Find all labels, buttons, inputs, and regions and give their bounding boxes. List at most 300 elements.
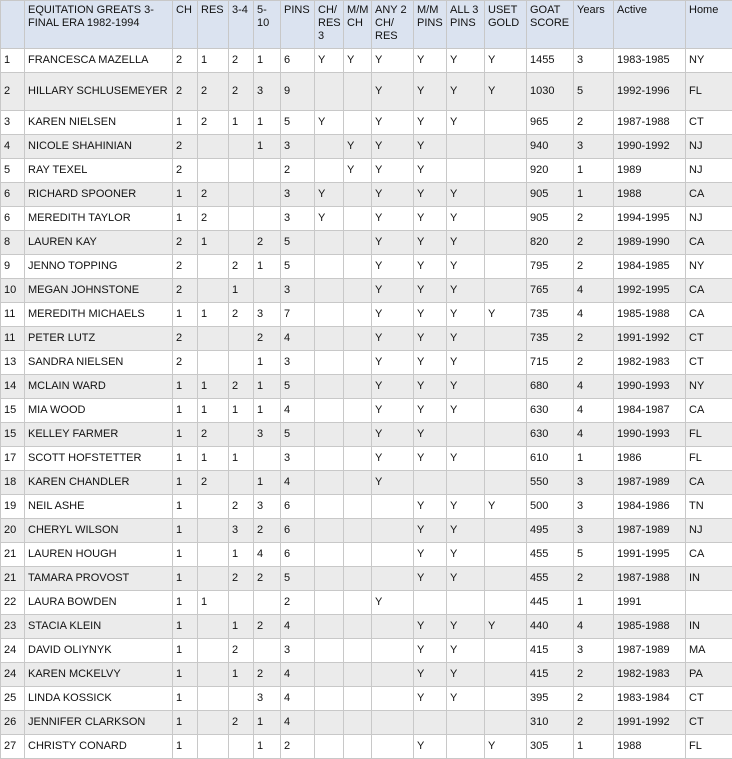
table-cell: 5 (281, 375, 315, 399)
column-header: Home (686, 1, 732, 49)
table-cell: CT (686, 327, 732, 351)
table-cell: 1984-1987 (614, 399, 686, 423)
table-cell: Y (447, 207, 485, 231)
table-cell: 3 (574, 471, 614, 495)
table-cell: 2 (574, 231, 614, 255)
table-cell: 5 (1, 159, 25, 183)
table-cell (229, 183, 254, 207)
table-cell (372, 543, 414, 567)
table-cell (372, 687, 414, 711)
table-cell: Y (485, 73, 527, 111)
rider-name-cell: JENNIFER CLARKSON (25, 711, 173, 735)
table-cell: CT (686, 351, 732, 375)
table-cell: 2 (254, 615, 281, 639)
table-cell: 1984-1986 (614, 495, 686, 519)
column-header: CH (173, 1, 198, 49)
table-cell (344, 255, 372, 279)
table-cell (344, 615, 372, 639)
rider-name-cell: SANDRA NIELSEN (25, 351, 173, 375)
table-cell: Y (414, 615, 447, 639)
table-cell: NJ (686, 519, 732, 543)
table-cell: 1455 (527, 49, 574, 73)
table-cell: Y (372, 375, 414, 399)
table-cell (198, 327, 229, 351)
table-cell: 2 (254, 519, 281, 543)
table-cell: 445 (527, 591, 574, 615)
table-row (1, 375, 732, 399)
table-cell (315, 375, 344, 399)
table-cell (254, 183, 281, 207)
table-cell: 2 (173, 279, 198, 303)
table-cell: CA (686, 543, 732, 567)
table-cell (198, 567, 229, 591)
table-cell (344, 471, 372, 495)
table-cell: 3 (229, 519, 254, 543)
table-cell (447, 135, 485, 159)
table-cell: 765 (527, 279, 574, 303)
table-cell: Y (414, 135, 447, 159)
table-cell: Y (414, 423, 447, 447)
table-cell: 1 (254, 735, 281, 759)
table-cell: 1 (254, 711, 281, 735)
table-cell: Y (447, 543, 485, 567)
table-cell: 495 (527, 519, 574, 543)
table-cell: 24 (1, 663, 25, 687)
table-cell: 2 (281, 591, 315, 615)
table-cell: 1985-1988 (614, 615, 686, 639)
table-cell: 1986 (614, 447, 686, 471)
table-cell: 1982-1983 (614, 351, 686, 375)
table-cell: 1 (173, 591, 198, 615)
table-cell (447, 423, 485, 447)
column-header: PINS (281, 1, 315, 49)
table-cell: Y (414, 495, 447, 519)
table-cell: 415 (527, 639, 574, 663)
column-header: RES (198, 1, 229, 49)
table-cell: Y (485, 615, 527, 639)
table-cell: 10 (1, 279, 25, 303)
rider-name-cell: MEREDITH MICHAELS (25, 303, 173, 327)
table-cell (344, 351, 372, 375)
table-cell (254, 591, 281, 615)
table-cell: 3 (254, 303, 281, 327)
table-cell: 2 (574, 567, 614, 591)
table-row (1, 519, 732, 543)
table-cell: 1991-1992 (614, 327, 686, 351)
table-row (1, 543, 732, 567)
table-cell (229, 591, 254, 615)
table-cell: 1 (574, 735, 614, 759)
table-cell: 9 (1, 255, 25, 279)
table-cell (254, 279, 281, 303)
table-cell: 735 (527, 303, 574, 327)
rider-name-cell: MEGAN JOHNSTONE (25, 279, 173, 303)
table-cell: 2 (229, 711, 254, 735)
table-cell: 455 (527, 543, 574, 567)
table-cell: Y (447, 49, 485, 73)
table-cell: 1 (173, 495, 198, 519)
table-cell: 1 (574, 591, 614, 615)
table-cell (485, 351, 527, 375)
table-cell: 1 (173, 687, 198, 711)
table-cell: Y (414, 231, 447, 255)
rider-name-cell: MEREDITH TAYLOR (25, 207, 173, 231)
table-row (1, 567, 732, 591)
rider-name-cell: TAMARA PROVOST (25, 567, 173, 591)
table-cell (198, 255, 229, 279)
table-cell: 1 (254, 399, 281, 423)
table-cell: Y (447, 327, 485, 351)
table-cell: 21 (1, 567, 25, 591)
table-cell (485, 447, 527, 471)
table-cell: Y (414, 639, 447, 663)
table-cell (315, 519, 344, 543)
table-cell: 630 (527, 423, 574, 447)
table-cell (447, 159, 485, 183)
table-cell: 1 (229, 279, 254, 303)
table-row (1, 447, 732, 471)
table-cell (344, 663, 372, 687)
table-cell: 4 (574, 399, 614, 423)
table-cell (344, 687, 372, 711)
table-cell (315, 73, 344, 111)
table-cell: 5 (574, 543, 614, 567)
table-cell: 2 (254, 663, 281, 687)
table-cell: 24 (1, 639, 25, 663)
table-cell: 5 (574, 73, 614, 111)
table-cell (344, 207, 372, 231)
table-cell: Y (447, 375, 485, 399)
table-cell: CT (686, 687, 732, 711)
table-cell: 1 (173, 399, 198, 423)
table-cell: 4 (574, 423, 614, 447)
table-cell (198, 519, 229, 543)
table-cell: 3 (281, 207, 315, 231)
table-row (1, 327, 732, 351)
table-cell: Y (485, 495, 527, 519)
table-cell (315, 159, 344, 183)
rider-name-cell: RICHARD SPOONER (25, 183, 173, 207)
table-cell (447, 735, 485, 759)
column-header: 3-4 (229, 1, 254, 49)
table-cell: 3 (281, 135, 315, 159)
table-cell: 1 (254, 471, 281, 495)
table-cell: 2 (574, 351, 614, 375)
table-cell: 2 (173, 231, 198, 255)
table-cell: 1 (173, 447, 198, 471)
table-row (1, 351, 732, 375)
table-cell: Y (372, 183, 414, 207)
table-cell: 4 (1, 135, 25, 159)
table-cell (198, 279, 229, 303)
table-cell: Y (372, 159, 414, 183)
table-cell: 1988 (614, 735, 686, 759)
table-cell: 1987-1989 (614, 471, 686, 495)
table-cell (344, 543, 372, 567)
table-cell: Y (447, 303, 485, 327)
table-cell (344, 591, 372, 615)
table-cell: 4 (281, 663, 315, 687)
table-cell: 3 (254, 687, 281, 711)
table-cell (198, 735, 229, 759)
table-cell: Y (414, 735, 447, 759)
table-cell (485, 327, 527, 351)
table-row (1, 183, 732, 207)
table-cell (198, 687, 229, 711)
table-cell: 27 (1, 735, 25, 759)
table-cell (315, 255, 344, 279)
table-cell: Y (372, 111, 414, 135)
table-cell (485, 183, 527, 207)
table-cell: 1984-1985 (614, 255, 686, 279)
table-cell: Y (447, 231, 485, 255)
table-cell: Y (485, 735, 527, 759)
table-cell: 7 (281, 303, 315, 327)
table-cell: 4 (574, 615, 614, 639)
table-cell (344, 399, 372, 423)
table-cell: Y (414, 73, 447, 111)
table-cell: Y (315, 111, 344, 135)
table-cell: 1987-1989 (614, 519, 686, 543)
table-cell: 2 (173, 159, 198, 183)
table-cell: Y (414, 49, 447, 73)
table-cell: Y (414, 447, 447, 471)
table-cell: 5 (281, 567, 315, 591)
table-cell: Y (414, 399, 447, 423)
table-cell: 965 (527, 111, 574, 135)
table-cell: 2 (254, 231, 281, 255)
table-cell: 6 (281, 49, 315, 73)
table-cell: 1990-1993 (614, 375, 686, 399)
table-cell: Y (447, 663, 485, 687)
table-cell: Y (447, 399, 485, 423)
table-cell: 11 (1, 303, 25, 327)
table-cell (344, 327, 372, 351)
table-cell: 1983-1984 (614, 687, 686, 711)
table-row (1, 207, 732, 231)
table-cell (447, 471, 485, 495)
table-cell: Y (414, 687, 447, 711)
table-row (1, 279, 732, 303)
table-cell: NJ (686, 159, 732, 183)
table-cell: 5 (281, 255, 315, 279)
table-cell: 6 (281, 495, 315, 519)
table-cell (414, 591, 447, 615)
table-row (1, 591, 732, 615)
column-header: Years (574, 1, 614, 49)
table-cell: 23 (1, 615, 25, 639)
table-cell (686, 591, 732, 615)
table-cell: 940 (527, 135, 574, 159)
table-cell (254, 159, 281, 183)
table-cell (447, 711, 485, 735)
table-cell: Y (447, 639, 485, 663)
table-cell: 2 (574, 111, 614, 135)
table-cell: 1 (173, 639, 198, 663)
table-cell: 2 (281, 159, 315, 183)
table-cell: 500 (527, 495, 574, 519)
table-cell: 4 (574, 303, 614, 327)
table-cell: 3 (254, 495, 281, 519)
rider-name-cell: PETER LUTZ (25, 327, 173, 351)
table-cell: 18 (1, 471, 25, 495)
table-cell (372, 495, 414, 519)
table-cell: 2 (574, 255, 614, 279)
table-cell: 2 (574, 687, 614, 711)
table-cell: 1991-1995 (614, 543, 686, 567)
table-cell: CA (686, 183, 732, 207)
table-cell (315, 303, 344, 327)
table-cell: Y (372, 351, 414, 375)
table-cell (315, 351, 344, 375)
table-cell: Y (447, 567, 485, 591)
table-row (1, 111, 732, 135)
table-cell (485, 279, 527, 303)
table-cell: 2 (173, 351, 198, 375)
table-cell (315, 591, 344, 615)
table-cell: 1 (198, 591, 229, 615)
table-cell: 1 (229, 615, 254, 639)
table-cell: Y (447, 279, 485, 303)
table-cell: 905 (527, 183, 574, 207)
table-cell: Y (372, 207, 414, 231)
table-cell: 1994-1995 (614, 207, 686, 231)
rider-name-cell: JENNO TOPPING (25, 255, 173, 279)
table-cell: 3 (574, 519, 614, 543)
table-cell: Y (344, 49, 372, 73)
table-cell: 1991 (614, 591, 686, 615)
table-cell: 2 (574, 327, 614, 351)
table-cell (344, 567, 372, 591)
table-cell: NJ (686, 207, 732, 231)
table-cell: CA (686, 471, 732, 495)
table-cell: Y (414, 111, 447, 135)
table-cell: Y (447, 687, 485, 711)
table-cell: 8 (1, 231, 25, 255)
rider-name-cell: SCOTT HOFSTETTER (25, 447, 173, 471)
table-cell: 2 (574, 207, 614, 231)
table-cell: Y (414, 663, 447, 687)
rider-name-cell: LAURA BOWDEN (25, 591, 173, 615)
table-cell: Y (447, 615, 485, 639)
table-row (1, 159, 732, 183)
table-cell: 26 (1, 711, 25, 735)
table-cell: 2 (574, 711, 614, 735)
table-cell (485, 375, 527, 399)
table-cell: 3 (574, 639, 614, 663)
table-row (1, 231, 732, 255)
table-cell (229, 687, 254, 711)
rider-name-cell: NICOLE SHAHINIAN (25, 135, 173, 159)
table-cell: 2 (173, 73, 198, 111)
table-cell: 3 (281, 351, 315, 375)
column-header: M/M PINS (414, 1, 447, 49)
table-cell: TN (686, 495, 732, 519)
rider-name-cell: KAREN NIELSEN (25, 111, 173, 135)
table-cell: 3 (281, 279, 315, 303)
table-cell: Y (315, 207, 344, 231)
table-cell: FL (686, 447, 732, 471)
table-cell (229, 735, 254, 759)
rider-name-cell: HILLARY SCHLUSEMEYER (25, 73, 173, 111)
table-cell: 1 (173, 111, 198, 135)
table-cell: CT (686, 111, 732, 135)
table-cell (485, 591, 527, 615)
table-cell: 1 (198, 399, 229, 423)
table-cell: 1 (173, 663, 198, 687)
table-cell: 680 (527, 375, 574, 399)
table-cell: 1 (574, 447, 614, 471)
table-cell: IN (686, 615, 732, 639)
table-cell (315, 735, 344, 759)
table-cell (198, 159, 229, 183)
table-cell: 15 (1, 399, 25, 423)
table-cell: Y (414, 327, 447, 351)
table-cell: 1 (173, 567, 198, 591)
rider-name-cell: DAVID OLIYNYK (25, 639, 173, 663)
table-cell (344, 447, 372, 471)
table-cell: FL (686, 423, 732, 447)
table-cell: Y (372, 399, 414, 423)
table-cell: 1989 (614, 159, 686, 183)
table-cell: IN (686, 567, 732, 591)
table-cell (229, 471, 254, 495)
table-cell: 5 (281, 231, 315, 255)
rider-name-cell: RAY TEXEL (25, 159, 173, 183)
table-row (1, 399, 732, 423)
table-cell: 1987-1988 (614, 111, 686, 135)
table-cell: 2 (229, 495, 254, 519)
table-cell: 17 (1, 447, 25, 471)
table-cell (344, 279, 372, 303)
table-cell: 2 (229, 567, 254, 591)
rider-name-cell: STACIA KLEIN (25, 615, 173, 639)
table-cell (344, 711, 372, 735)
table-cell: 4 (281, 711, 315, 735)
table-cell (315, 687, 344, 711)
table-cell: CA (686, 279, 732, 303)
table-cell (198, 495, 229, 519)
table-cell: 1 (254, 375, 281, 399)
column-header (1, 1, 25, 49)
rider-name-cell: LAUREN HOUGH (25, 543, 173, 567)
table-cell: Y (447, 111, 485, 135)
table-cell: Y (447, 351, 485, 375)
column-header: Active (614, 1, 686, 49)
table-cell: CA (686, 303, 732, 327)
table-cell (315, 495, 344, 519)
table-cell (198, 711, 229, 735)
column-header: GOAT SCORE (527, 1, 574, 49)
table-cell: Y (414, 159, 447, 183)
table-cell: 3 (1, 111, 25, 135)
table-cell: 1985-1988 (614, 303, 686, 327)
table-cell: Y (372, 423, 414, 447)
table-cell: Y (372, 73, 414, 111)
table-cell: MA (686, 639, 732, 663)
table-cell: 1 (198, 303, 229, 327)
table-cell: 1 (229, 663, 254, 687)
table-cell: 1 (229, 399, 254, 423)
table-cell (198, 639, 229, 663)
table-cell: Y (372, 327, 414, 351)
table-cell: 2 (198, 73, 229, 111)
table-cell: 15 (1, 423, 25, 447)
table-cell: Y (372, 231, 414, 255)
table-cell: 1 (173, 735, 198, 759)
table-cell: 2 (229, 255, 254, 279)
table-cell (344, 423, 372, 447)
